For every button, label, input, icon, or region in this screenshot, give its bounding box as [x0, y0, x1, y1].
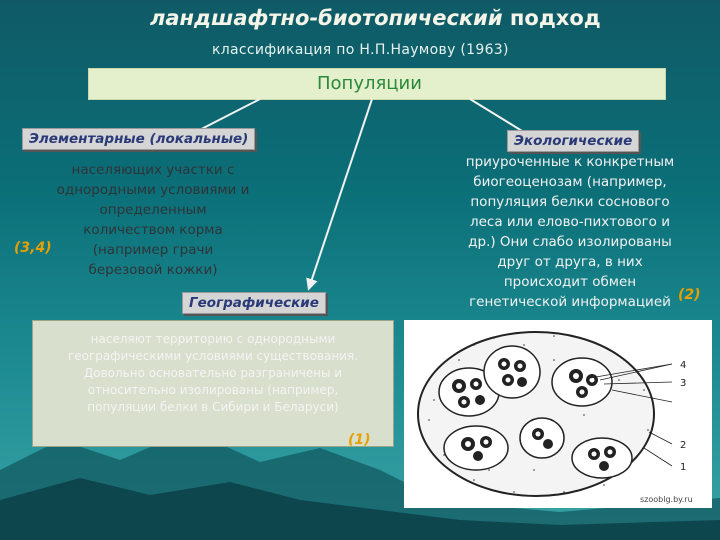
geographic-ref: (1): [348, 432, 371, 448]
geographic-box: [32, 320, 394, 447]
figure-number-2: 2: [680, 440, 687, 451]
elementary-line: березовой кожки): [88, 262, 218, 278]
subpopulation-6: [572, 438, 632, 478]
ecological-line: леса или елово-пихтового и: [469, 214, 670, 230]
subpopulation-5: [520, 418, 564, 458]
ecological-line: генетической информацией: [469, 294, 671, 310]
ecological-ref: (2): [678, 287, 701, 303]
geographic-line: относительно изолированы (например,: [87, 383, 339, 397]
geographic-line: Довольно основательно разграничены и: [83, 366, 343, 380]
figure-number-4: 4: [680, 360, 687, 371]
elementary-line: (например грачи: [92, 242, 214, 258]
slide-subtitle: классификация по Н.П.Наумову (1963): [212, 42, 509, 58]
population-figure-svg: [404, 320, 712, 508]
figure-credit: szooblg.by.ru: [640, 495, 693, 504]
ecological-line: друг от друга, в них: [497, 254, 643, 270]
ecological-line: биогеоценозам (например,: [473, 174, 667, 190]
ecological-line: приуроченные к конкретным: [465, 154, 675, 170]
population-structure-figure: [404, 320, 712, 508]
elementary-line: количеством корма: [83, 222, 223, 238]
figure-number-1: 1: [680, 462, 687, 473]
figure-number-3: 3: [680, 378, 687, 389]
geographic-label: Географические: [182, 292, 326, 314]
subpopulation-4: [444, 426, 508, 470]
title-rest: подход: [509, 6, 601, 30]
title-italic: ландшафтно-биотопический: [150, 6, 503, 30]
geographic-line: географическими условиями существования.: [67, 349, 359, 363]
populations-label: Популяции: [317, 73, 422, 94]
ecological-line: популяция белки соснового: [470, 194, 670, 210]
geographic-line: населяют территорию с однородными: [90, 332, 336, 346]
subpopulation-3: [552, 358, 612, 406]
elementary-line: определенным: [99, 202, 207, 218]
elementary-line: однородными условиями и: [56, 182, 250, 198]
ecological-line: др.) Они слабо изолированы: [468, 234, 672, 250]
geographic-line: популяции белки в Сибири и Беларуси): [87, 400, 339, 414]
elementary-label: Элементарные (локальные): [22, 128, 255, 150]
ecological-description: [432, 152, 708, 312]
ecological-line: происходит обмен: [503, 274, 637, 290]
arrow-to-geographic: [310, 99, 372, 285]
elementary-line: населяющих участки с: [71, 162, 235, 178]
subpopulation-2: [484, 346, 540, 398]
elementary-description: [22, 160, 284, 280]
ecological-label: Экологические: [507, 130, 639, 152]
geographic-description: [33, 331, 393, 416]
elementary-ref: (3,4): [14, 240, 52, 256]
